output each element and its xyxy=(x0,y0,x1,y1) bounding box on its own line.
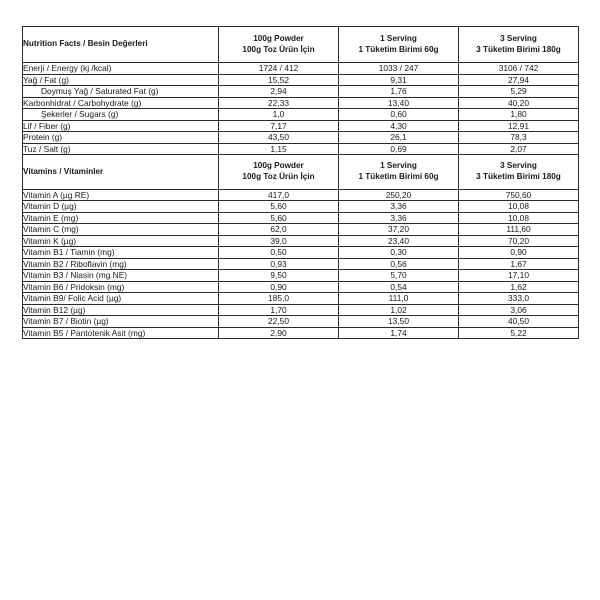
table-row xyxy=(23,304,579,316)
row-value-cell-2: 37,20 xyxy=(339,224,459,236)
row-value-cell-1: 1,70 xyxy=(219,304,339,316)
row-value-cell-1: 0,50 xyxy=(219,247,339,259)
row-value-cell-3: 40,50 xyxy=(459,316,579,328)
row-value-cell-3: 333,0 xyxy=(459,293,579,305)
row-label-cell: Vitamin B12 (µg) xyxy=(23,304,219,316)
table-row xyxy=(23,327,579,339)
row-value-cell-2: 4,30 xyxy=(339,120,459,132)
row-value-cell-1: 0,90 xyxy=(219,281,339,293)
row-value-cell-3: 70,20 xyxy=(459,235,579,247)
header-col2-line2: 1 Tüketim Birimi 60g xyxy=(358,44,439,54)
vitamins-header-col3-line1: 3 Serving xyxy=(500,161,537,171)
table-row xyxy=(23,224,579,236)
table-row xyxy=(23,74,579,86)
table-row xyxy=(23,281,579,293)
row-value-cell-2: 26,1 xyxy=(339,132,459,144)
table-row xyxy=(23,63,579,75)
table-row xyxy=(23,201,579,213)
table-row xyxy=(23,86,579,98)
table-row xyxy=(23,212,579,224)
table-row xyxy=(23,235,579,247)
row-value-cell-3: 750,60 xyxy=(459,189,579,201)
row-value-cell-2: 9,31 xyxy=(339,74,459,86)
vitamins-header-label-cell: Vitamins / Vitaminler xyxy=(23,155,219,189)
row-value-cell-2: 3,36 xyxy=(339,201,459,213)
row-label-cell: Protein (g) xyxy=(23,132,219,144)
row-value-cell-2: 0,54 xyxy=(339,281,459,293)
table-row xyxy=(23,258,579,270)
row-value-cell-3: 3106 / 742 xyxy=(459,63,579,75)
row-value-cell-3: 2,07 xyxy=(459,143,579,155)
table-header-row xyxy=(23,27,579,63)
table-row xyxy=(23,97,579,109)
row-value-cell-1: 1724 / 412 xyxy=(219,63,339,75)
table-row xyxy=(23,316,579,328)
row-value-cell-2: 250,20 xyxy=(339,189,459,201)
row-value-cell-1: 7,17 xyxy=(219,120,339,132)
vitamins-header-col1-line2: 100g Toz Ürün İçin xyxy=(242,171,315,181)
row-value-cell-1: 417,0 xyxy=(219,189,339,201)
header-col2-cell xyxy=(339,27,459,63)
row-label-cell: Vitamin B7 / Biotin (µg) xyxy=(23,316,219,328)
header-col1-line2: 100g Toz Ürün İçin xyxy=(242,44,315,54)
row-value-cell-1: 22,50 xyxy=(219,316,339,328)
row-value-cell-3: 5,29 xyxy=(459,86,579,98)
row-label-cell: Vitamin B5 / Pantotenik Asit (mg) xyxy=(23,327,219,339)
row-label-cell: Şekerler / Sugars (g) xyxy=(23,109,219,121)
row-value-cell-1: 5,60 xyxy=(219,212,339,224)
row-value-cell-3: 12,91 xyxy=(459,120,579,132)
row-label-cell: Tuz / Salt (g) xyxy=(23,143,219,155)
row-value-cell-3: 10,08 xyxy=(459,212,579,224)
row-value-cell-1: 62,0 xyxy=(219,224,339,236)
header-col1-cell xyxy=(219,27,339,63)
header-col2-line1: 1 Serving xyxy=(380,34,417,43)
row-value-cell-2: 1033 / 247 xyxy=(339,63,459,75)
row-label-cell: Vitamin B9/ Folic Acid (µg) xyxy=(23,293,219,305)
vitamins-header-col1-line1: 100g Powder xyxy=(253,161,304,171)
row-value-cell-1: 15,52 xyxy=(219,74,339,86)
row-value-cell-1: 39,0 xyxy=(219,235,339,247)
row-value-cell-2: 13,50 xyxy=(339,316,459,328)
row-value-cell-3: 5,22 xyxy=(459,327,579,339)
row-value-cell-3: 1,67 xyxy=(459,258,579,270)
row-value-cell-3: 40,20 xyxy=(459,97,579,109)
row-value-cell-2: 0,30 xyxy=(339,247,459,259)
vitamins-header-col2-cell xyxy=(339,155,459,189)
row-value-cell-2: 0,60 xyxy=(339,109,459,121)
row-value-cell-2: 111,0 xyxy=(339,293,459,305)
row-value-cell-3: 27,94 xyxy=(459,74,579,86)
table-body xyxy=(23,27,579,339)
row-value-cell-1: 1,0 xyxy=(219,109,339,121)
row-value-cell-1: 43,50 xyxy=(219,132,339,144)
row-label-cell: Enerji / Energy (kj /kcal) xyxy=(23,63,219,75)
row-value-cell-3: 3,06 xyxy=(459,304,579,316)
vitamins-header-col3-line2: 3 Tüketim Birimi 180g xyxy=(476,171,561,181)
row-value-cell-1: 9,50 xyxy=(219,270,339,282)
row-value-cell-1: 185,0 xyxy=(219,293,339,305)
row-value-cell-3: 1,62 xyxy=(459,281,579,293)
row-value-cell-2: 3,36 xyxy=(339,212,459,224)
vitamins-header-col2-line2: 1 Tüketim Birimi 60g xyxy=(358,171,439,181)
row-value-cell-3: 111,60 xyxy=(459,224,579,236)
vitamins-header-col2-line1: 1 Serving xyxy=(380,161,417,171)
header-label-cell: Nutrition Facts / Besin Değerleri xyxy=(23,27,219,63)
row-value-cell-2: 0,56 xyxy=(339,258,459,270)
table-row xyxy=(23,132,579,144)
header-col3-line2: 3 Tüketim Birimi 180g xyxy=(476,44,561,54)
row-value-cell-3: 10,08 xyxy=(459,201,579,213)
row-value-cell-2: 1,74 xyxy=(339,327,459,339)
row-label-cell: Vitamin K (µg) xyxy=(23,235,219,247)
table-row xyxy=(23,293,579,305)
row-value-cell-1: 2,94 xyxy=(219,86,339,98)
row-label-cell: Vitamin B3 / Niasin (mg NE) xyxy=(23,270,219,282)
row-value-cell-2: 1,76 xyxy=(339,86,459,98)
row-value-cell-1: 1,15 xyxy=(219,143,339,155)
row-value-cell-1: 2,90 xyxy=(219,327,339,339)
table-row xyxy=(23,247,579,259)
row-value-cell-1: 0,93 xyxy=(219,258,339,270)
row-value-cell-2: 13,40 xyxy=(339,97,459,109)
row-value-cell-3: 78,3 xyxy=(459,132,579,144)
row-label-cell: Vitamin A (µg RE) xyxy=(23,189,219,201)
row-label-cell: Lif / Fiber (g) xyxy=(23,120,219,132)
vitamins-header-row xyxy=(23,155,579,189)
row-label-cell: Vitamin D (µg) xyxy=(23,201,219,213)
table-row xyxy=(23,270,579,282)
table-row xyxy=(23,109,579,121)
table-row xyxy=(23,143,579,155)
row-value-cell-3: 0,90 xyxy=(459,247,579,259)
row-value-cell-2: 0,69 xyxy=(339,143,459,155)
row-value-cell-1: 22,33 xyxy=(219,97,339,109)
header-col3-cell xyxy=(459,27,579,63)
row-value-cell-1: 5,60 xyxy=(219,201,339,213)
row-label-cell: Vitamin C (mg) xyxy=(23,224,219,236)
row-label-cell: Yağ / Fat (g) xyxy=(23,74,219,86)
row-value-cell-2: 5,70 xyxy=(339,270,459,282)
nutrition-facts-table xyxy=(22,26,579,339)
header-col3-line1: 3 Serving xyxy=(500,34,537,43)
row-label-cell: Karbonhidrat / Carbohydrate (g) xyxy=(23,97,219,109)
vitamins-header-col3-cell xyxy=(459,155,579,189)
row-label-cell: Vitamin B6 / Pridoksin (mg) xyxy=(23,281,219,293)
table-row xyxy=(23,189,579,201)
vitamins-header-col1-cell xyxy=(219,155,339,189)
row-value-cell-2: 1,02 xyxy=(339,304,459,316)
row-label-cell: Vitamin B1 / Tiamin (mg) xyxy=(23,247,219,259)
row-value-cell-3: 1,80 xyxy=(459,109,579,121)
header-col1-line1: 100g Powder xyxy=(253,34,304,43)
row-label-cell: Vitamin B2 / Riboflavin (mg) xyxy=(23,258,219,270)
row-label-cell: Vitamin E (mg) xyxy=(23,212,219,224)
row-value-cell-3: 17,10 xyxy=(459,270,579,282)
row-value-cell-2: 23,40 xyxy=(339,235,459,247)
table-row xyxy=(23,120,579,132)
row-label-cell: Doymuş Yağ / Saturated Fat (g) xyxy=(23,86,219,98)
